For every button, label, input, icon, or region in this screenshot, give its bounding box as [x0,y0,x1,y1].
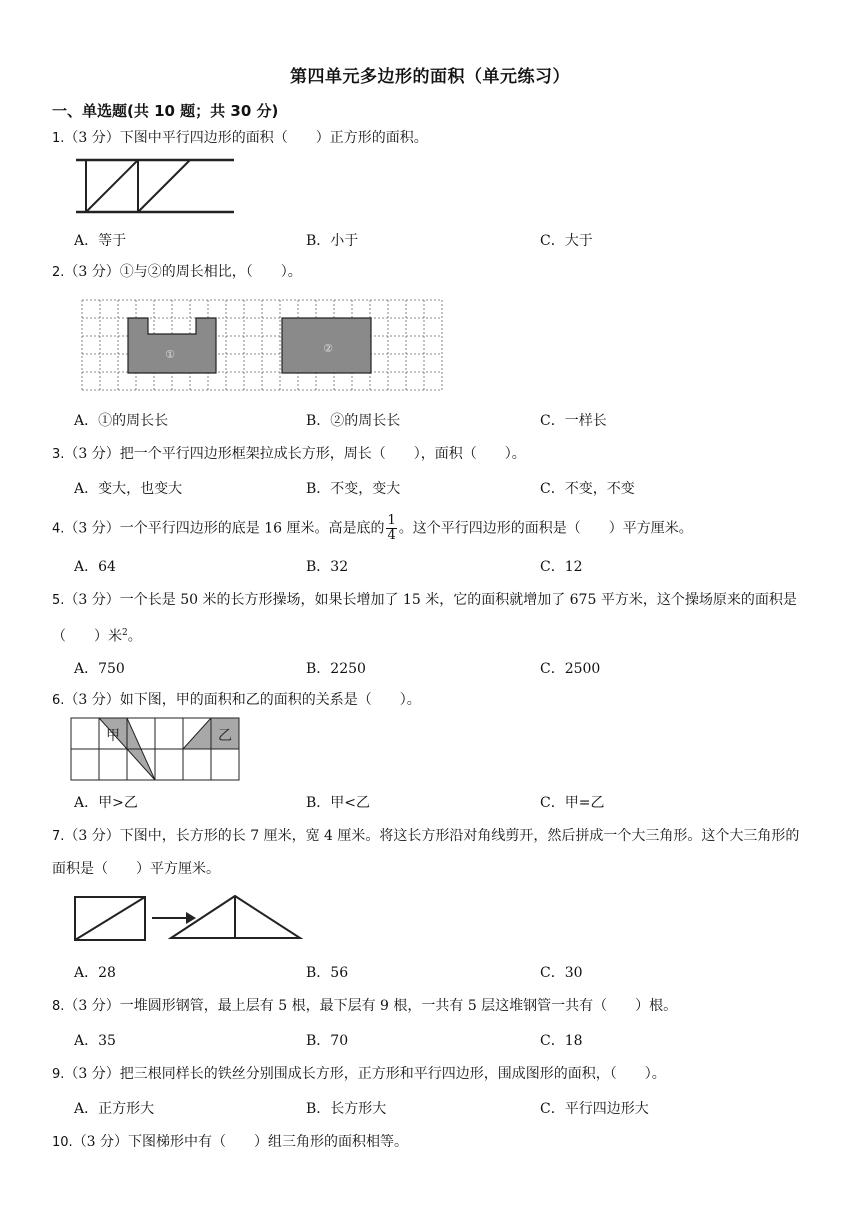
question-score: （3 分） [64,692,120,708]
option-a[interactable]: A．等于 [74,233,127,249]
option-a[interactable]: A．64 [74,559,116,575]
question-score: （3 分） [64,1066,120,1082]
option-c[interactable]: C．平行四边形大 [540,1101,649,1117]
question-score: （3 分） [64,828,120,844]
question-9 [52,1064,812,1085]
shape-1-label: ① [165,348,175,361]
rectangle-to-triangle-figure [72,892,312,944]
question-10 [52,1132,812,1153]
question-6 [52,690,812,711]
option-a[interactable]: A．28 [74,965,116,981]
option-c[interactable]: C．一样长 [540,413,607,429]
option-b[interactable]: B．不变，变大 [306,481,401,497]
fraction-numerator: 1 [387,513,396,528]
option-a[interactable]: A．正方形大 [74,1101,155,1117]
question-8 [52,996,812,1017]
yi-label: 乙 [218,728,232,744]
option-a[interactable]: A．甲>乙 [74,795,138,811]
option-c[interactable]: C．2500 [540,661,601,677]
page-title: 第四单元多边形的面积（单元练习） [290,67,570,87]
option-c[interactable]: C．甲=乙 [540,795,605,811]
question-score: （3 分） [64,520,120,537]
section-heading: 一、单选题(共 10 题；共 30 分) [52,102,279,120]
question-text: 把一个平行四边形框架拉成长方形，周长（ ），面积（ ）。 [119,446,526,462]
question-text: 下图中，长方形的长 7 厘米，宽 4 厘米。将这长方形沿对角线剪开，然后拼成一个大三角形。这个大三角形的面积是（ ）平方厘米。 [52,828,800,877]
question-text: 一个长是 50 米的长方形操场，如果长增加了 15 米，它的面积就增加了 675 平方米，这个操场原来的面积是（ ）米 [52,592,797,645]
parallelogram-square-figure [72,155,238,217]
question-score: （3 分） [64,130,120,146]
jia-label: 甲 [106,728,120,744]
question-text: 一个平行四边形的底是 16 厘米。高是底的 [119,520,385,537]
question-text: ①与②的周长相比，（ ）。 [119,264,302,280]
option-a[interactable]: A．变大，也变大 [74,481,183,497]
question-score: （3 分） [64,446,120,462]
option-a[interactable]: A．750 [74,661,125,677]
question-text: 把三根同样长的铁丝分别围成长方形，正方形和平行四边形，围成图形的面积，（ ）。 [119,1066,666,1082]
question-number: 3. [52,447,65,462]
question-number: 9. [52,1067,65,1082]
question-text: 下图中平行四边形的面积（ ）正方形的面积。 [119,130,428,146]
question-text-end: 。这个平行四边形的面积是（ ）平方厘米。 [398,520,693,537]
question-text: 下图梯形中有（ ）组三角形的面积相等。 [128,1134,409,1150]
triangle-grid-figure [70,716,242,784]
option-c[interactable]: C．12 [540,559,583,575]
question-score: （3 分） [64,592,120,608]
question-score: （3 分） [72,1134,129,1150]
option-b[interactable]: B．②的周长长 [306,413,401,429]
question-number: 10. [52,1135,73,1150]
question-number: 4. [52,521,65,537]
question-5 [52,584,812,653]
question-text: 一堆圆形钢管，最上层有 5 根，最下层有 9 根，一共有 5 层这堆钢管一共有（ ）根。 [119,998,678,1014]
option-b[interactable]: B．长方形大 [306,1101,387,1117]
option-b[interactable]: B．甲<乙 [306,795,371,811]
option-a[interactable]: A．①的周长长 [74,413,169,429]
question-number: 5. [52,593,65,608]
option-b[interactable]: B．2250 [306,661,366,677]
question-number: 7. [52,829,65,844]
grid-shapes-figure [78,296,444,396]
fraction-denominator: 4 [387,528,396,543]
question-number: 8. [52,999,65,1014]
option-b[interactable]: B．32 [306,559,349,575]
option-c[interactable]: C．18 [540,1033,583,1049]
question-number: 6. [52,693,65,708]
question-score: （3 分） [64,264,120,280]
option-c[interactable]: C．不变，不变 [540,481,635,497]
shape-2-label: ② [323,342,333,355]
question-text-end: 。 [127,628,142,645]
option-a[interactable]: A．35 [74,1033,116,1049]
option-c[interactable]: C．大于 [540,233,593,249]
fraction [386,514,396,543]
option-b[interactable]: B．70 [306,1033,349,1049]
question-4 [52,514,812,543]
question-score: （3 分） [64,998,120,1014]
question-2 [52,262,812,283]
superscript: 2 [122,628,128,638]
option-c[interactable]: C．30 [540,965,583,981]
option-b[interactable]: B．56 [306,965,349,981]
question-1 [52,128,812,149]
question-text: 如下图，甲的面积和乙的面积的关系是（ ）。 [119,692,421,708]
question-7 [52,820,812,885]
question-3 [52,444,812,465]
question-number: 2. [52,265,65,280]
question-number: 1. [52,131,65,146]
option-b[interactable]: B．小于 [306,233,359,249]
